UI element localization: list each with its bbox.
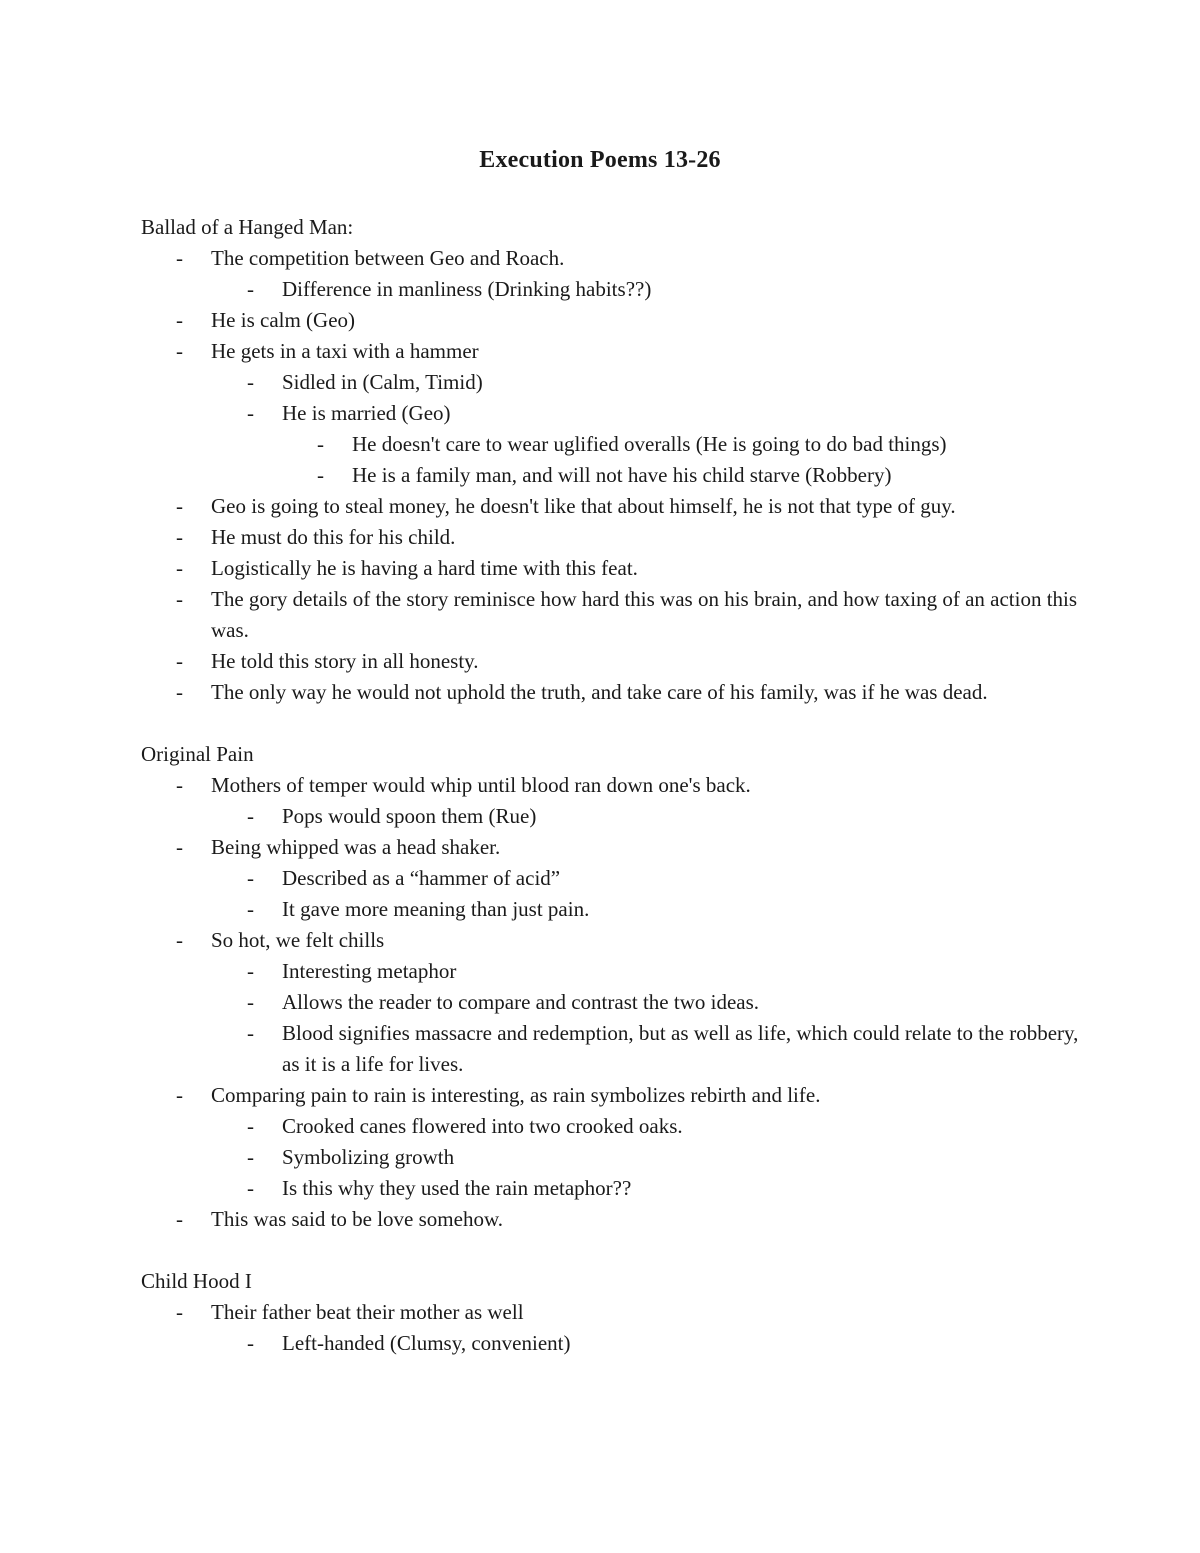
bullet-text: Being whipped was a head shaker. xyxy=(211,835,501,859)
dash-bullet-icon: - xyxy=(176,246,183,270)
document-body xyxy=(141,212,1081,1359)
bullet-text: Geo is going to steal money, he doesn't like that about himself, he is not that type of guy. xyxy=(211,494,956,518)
bullet-item-level-2 xyxy=(141,367,1081,398)
dash-bullet-icon: - xyxy=(247,1021,254,1045)
bullet-item-level-2 xyxy=(141,863,1081,894)
dash-bullet-icon: - xyxy=(247,1176,254,1200)
dash-bullet-icon: - xyxy=(247,401,254,425)
bullet-text: Left-handed (Clumsy, convenient) xyxy=(282,1331,571,1355)
section-spacer xyxy=(141,1235,1081,1266)
dash-bullet-icon: - xyxy=(247,959,254,983)
section-heading: Ballad of a Hanged Man: xyxy=(141,215,354,239)
section-heading: Original Pain xyxy=(141,742,254,766)
dash-bullet-icon: - xyxy=(176,339,183,363)
dash-bullet-icon: - xyxy=(176,928,183,952)
bullet-text: Difference in manliness (Drinking habits??) xyxy=(282,277,652,301)
dash-bullet-icon: - xyxy=(247,277,254,301)
dash-bullet-icon: - xyxy=(176,525,183,549)
dash-bullet-icon: - xyxy=(176,773,183,797)
bullet-list xyxy=(141,770,1081,1235)
bullet-text: Described as a “hammer of acid” xyxy=(282,866,561,890)
bullet-text: The only way he would not uphold the truth, and take care of his family, was if he was dead. xyxy=(211,680,988,704)
bullet-item-level-1 xyxy=(141,584,1081,646)
bullet-text: Allows the reader to compare and contrast the two ideas. xyxy=(282,990,760,1014)
dash-bullet-icon: - xyxy=(247,897,254,921)
notes-section xyxy=(141,1266,1081,1359)
bullet-text: Their father beat their mother as well xyxy=(211,1300,524,1324)
dash-bullet-icon: - xyxy=(176,1207,183,1231)
bullet-item-level-2 xyxy=(141,398,1081,429)
bullet-text: Is this why they used the rain metaphor?? xyxy=(282,1176,632,1200)
dash-bullet-icon: - xyxy=(247,1114,254,1138)
bullet-item-level-1 xyxy=(141,770,1081,801)
bullet-item-level-2 xyxy=(141,1173,1081,1204)
section-heading: Child Hood I xyxy=(141,1269,252,1293)
dash-bullet-icon: - xyxy=(176,494,183,518)
bullet-item-level-1 xyxy=(141,491,1081,522)
dash-bullet-icon: - xyxy=(176,649,183,673)
dash-bullet-icon: - xyxy=(247,1331,254,1355)
bullet-item-level-1 xyxy=(141,243,1081,274)
dash-bullet-icon: - xyxy=(176,1083,183,1107)
bullet-text: Sidled in (Calm, Timid) xyxy=(282,370,483,394)
bullet-text: So hot, we felt chills xyxy=(211,928,385,952)
document-title: Execution Poems 13-26 xyxy=(479,147,721,173)
bullet-text: He told this story in all honesty. xyxy=(211,649,479,673)
bullet-text: He is calm (Geo) xyxy=(211,308,356,332)
bullet-text: Pops would spoon them (Rue) xyxy=(282,804,537,828)
bullet-text: He is a family man, and will not have his child starve (Robbery) xyxy=(352,463,892,487)
dash-bullet-icon: - xyxy=(247,1145,254,1169)
bullet-text: He is married (Geo) xyxy=(282,401,451,425)
dash-bullet-icon: - xyxy=(176,308,183,332)
dash-bullet-icon: - xyxy=(247,990,254,1014)
bullet-item-level-2 xyxy=(141,1111,1081,1142)
dash-bullet-icon: - xyxy=(247,804,254,828)
notes-section xyxy=(141,212,1081,708)
dash-bullet-icon: - xyxy=(176,587,183,611)
dash-bullet-icon: - xyxy=(176,556,183,580)
bullet-item-level-2 xyxy=(141,987,1081,1018)
bullet-item-level-1 xyxy=(141,925,1081,956)
dash-bullet-icon: - xyxy=(317,463,324,487)
bullet-item-level-2 xyxy=(141,956,1081,987)
bullet-text: He doesn't care to wear uglified overalls (He is going to do bad things) xyxy=(352,432,947,456)
bullet-text: Interesting metaphor xyxy=(282,959,457,983)
bullet-text: The gory details of the story reminisce how hard this was on his brain, and how taxing of an action this was. xyxy=(211,587,1078,642)
bullet-item-level-2 xyxy=(141,894,1081,925)
bullet-item-level-2 xyxy=(141,274,1081,305)
dash-bullet-icon: - xyxy=(176,835,183,859)
bullet-text: He must do this for his child. xyxy=(211,525,456,549)
dash-bullet-icon: - xyxy=(247,370,254,394)
notes-section xyxy=(141,739,1081,1235)
bullet-item-level-1 xyxy=(141,832,1081,863)
bullet-text: Symbolizing growth xyxy=(282,1145,455,1169)
dash-bullet-icon: - xyxy=(176,1300,183,1324)
bullet-list xyxy=(141,1297,1081,1359)
bullet-item-level-1 xyxy=(141,1080,1081,1111)
bullet-text: Crooked canes flowered into two crooked oaks. xyxy=(282,1114,683,1138)
bullet-text: This was said to be love somehow. xyxy=(211,1207,504,1231)
dash-bullet-icon: - xyxy=(176,680,183,704)
bullet-text: Comparing pain to rain is interesting, as rain symbolizes rebirth and life. xyxy=(211,1083,821,1107)
bullet-item-level-1 xyxy=(141,336,1081,367)
bullet-item-level-2 xyxy=(141,801,1081,832)
bullet-text: Blood signifies massacre and redemption, but as well as life, which could relate to the robbery, as it is a life for lives. xyxy=(282,1021,1079,1076)
dash-bullet-icon: - xyxy=(247,866,254,890)
bullet-item-level-1 xyxy=(141,1297,1081,1328)
bullet-item-level-3 xyxy=(141,460,1081,491)
dash-bullet-icon: - xyxy=(317,432,324,456)
bullet-item-level-1 xyxy=(141,305,1081,336)
bullet-item-level-1 xyxy=(141,553,1081,584)
section-spacer xyxy=(141,708,1081,739)
bullet-item-level-3 xyxy=(141,429,1081,460)
bullet-text: Logistically he is having a hard time with this feat. xyxy=(211,556,638,580)
bullet-item-level-2 xyxy=(141,1142,1081,1173)
bullet-text: The competition between Geo and Roach. xyxy=(211,246,565,270)
bullet-list xyxy=(141,243,1081,708)
bullet-item-level-1 xyxy=(141,646,1081,677)
bullet-item-level-2 xyxy=(141,1018,1081,1080)
bullet-item-level-1 xyxy=(141,1204,1081,1235)
bullet-item-level-2 xyxy=(141,1328,1081,1359)
bullet-text: Mothers of temper would whip until blood ran down one's back. xyxy=(211,773,751,797)
bullet-text: He gets in a taxi with a hammer xyxy=(211,339,479,363)
bullet-item-level-1 xyxy=(141,522,1081,553)
bullet-text: It gave more meaning than just pain. xyxy=(282,897,590,921)
bullet-item-level-1 xyxy=(141,677,1081,708)
